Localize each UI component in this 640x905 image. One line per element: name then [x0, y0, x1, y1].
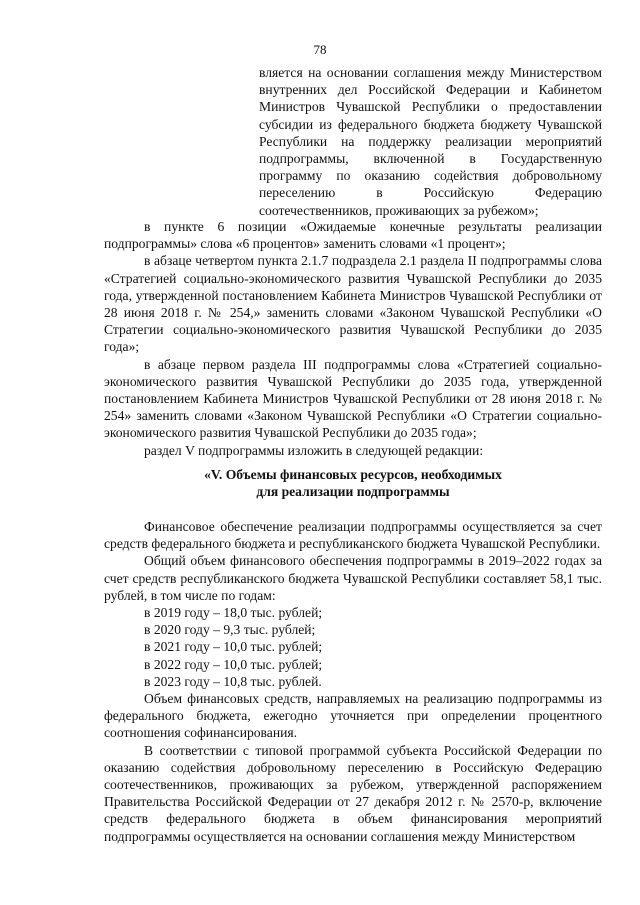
yearly-amount-item: в 2020 году – 9,3 тыс. рублей; — [144, 622, 316, 638]
quote-continuation — [259, 64, 602, 219]
amendments-block — [104, 218, 602, 459]
amendment-paragraph: в абзаце четвертом пункта 2.1.7 подраздела 2.1 раздела II подпрограммы слова «Стратегией социально-экономического развития Чувашской Республики до 2035 года, утвержденной постановлением Кабинета Министров Чувашской Республики от 28 июня 2018 г. № 254,» заменить словами «Законом Чувашской Республики «О Стратегии социально-экономического развития Чувашской Республики до 2035 года»; — [104, 253, 602, 355]
funding-section — [104, 518, 602, 845]
amendment-paragraph: в абзаце первом раздела III подпрограммы слова «Стратегией социально-экономического развития Чувашской Республики до 2035 года, утвержденной постановлением Кабинета Министров Чувашской Республики от 28 июня 2018 г. № 254» заменить словами «Законом Чувашской Республики «О Стратегии социально-экономического развития Чувашской Республики до 2035 года»; — [104, 356, 602, 441]
funding-intro-paragraph: Финансовое обеспечение реализации подпрограммы осуществляется за счет средств федерального бюджета и республиканского бюджета Чувашской Республики. — [104, 519, 602, 552]
amendment-paragraph: раздел V подпрограммы изложить в следующей редакции: — [144, 442, 484, 458]
yearly-amount-item: в 2022 году – 10,0 тыс. рублей; — [144, 656, 323, 672]
yearly-amount-item: в 2023 году – 10,8 тыс. рублей. — [144, 673, 322, 689]
page-number: 78 — [313, 42, 327, 57]
section-heading-line: для реализации подпрограммы — [256, 484, 450, 500]
program-note-paragraph: В соответствии с типовой программой субъекта Российской Федерации по оказанию содействия добровольному переселению в Российскую Федерацию соотечественников, проживающих за рубежом, утвержденной распоряжением Правительства Российской Федерации от 27 декабря 2012 г. № 2570-р, включение средств федерального бюджета в объем финансирования мероприятий подпрограммы осуществляется на основании соглашения между Министерством — [104, 742, 602, 844]
yearly-amount-item: в 2019 году – 18,0 тыс. рублей; — [144, 605, 323, 621]
yearly-amount-item: в 2021 году – 10,0 тыс. рублей; — [144, 639, 323, 655]
federal-note-paragraph: Объем финансовых средств, направляемых на реализацию подпрограммы из федерального бюджета, ежегодно уточняется при определении процентного соотношения софинансирования. — [104, 691, 602, 741]
amendment-paragraph: в пункте 6 позиции «Ожидаемые конечные результаты реализации подпрограммы» слова «6 процентов» заменить словами «1 процент»; — [104, 219, 602, 252]
section-heading-line: «V. Объемы финансовых ресурсов, необходимых — [204, 467, 502, 482]
quote-paragraph: вляется на основании соглашения между Министерством внутренних дел Российской Федерации и Кабинетом Министров Чувашской Республики о предоставлении субсидии из федерального бюджета бюджету Чувашской Республики на поддержку реализации мероприятий подпрограммы, включенной в Государственную программу по оказанию содействия добровольному переселению в Российскую Федерацию соотечественников, проживающих за рубежом»; — [259, 65, 602, 218]
funding-total-paragraph: Общий объем финансового обеспечения подпрограммы в 2019–2022 годах за счет средств республиканского бюджета Чувашской Республики составляет 58,1 тыс. рублей, в том числе по годам: — [104, 553, 602, 603]
section-heading — [104, 466, 602, 500]
